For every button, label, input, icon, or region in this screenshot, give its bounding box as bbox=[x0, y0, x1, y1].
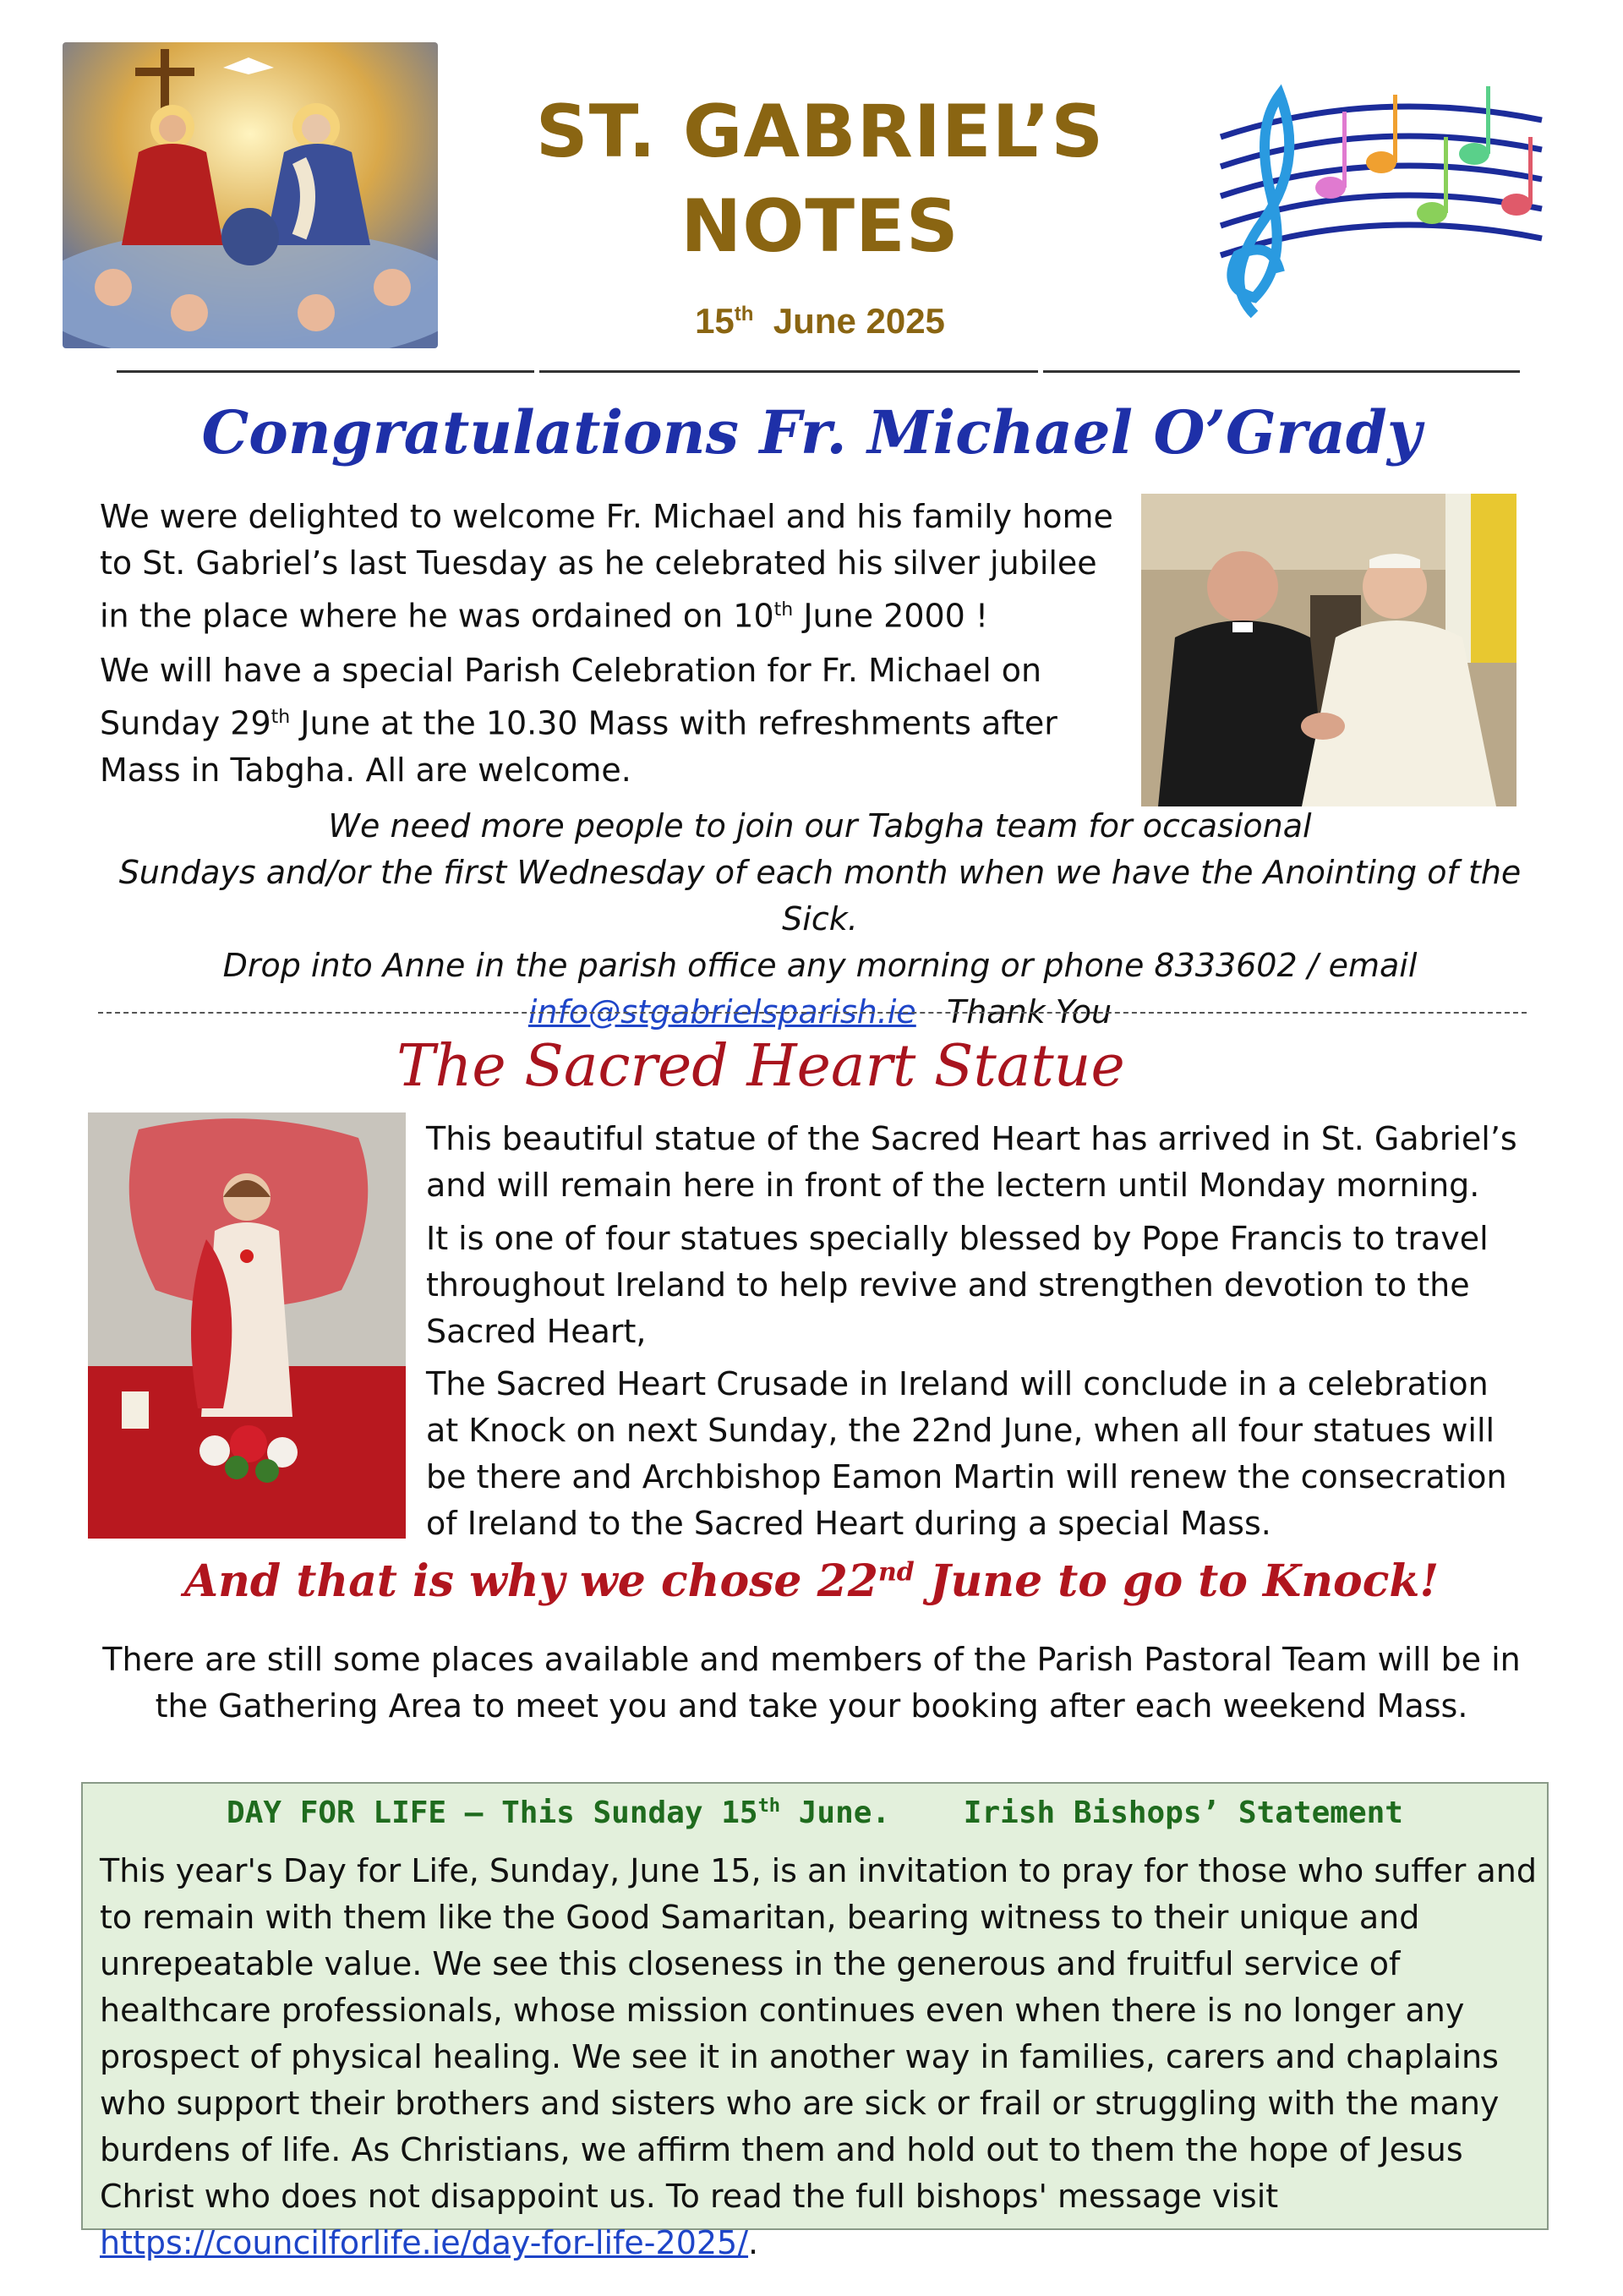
tabgha-line-2: Sundays and/or the first Wednesday of each month when we have the Anointing of the Sick. bbox=[118, 854, 1522, 938]
council-for-life-link[interactable]: https://councilforlife.ie/day-for-life-2025/ bbox=[100, 2224, 749, 2261]
celebration-text: We will have a special Parish Celebration for Fr. Michael on Sunday 29 bbox=[100, 652, 1042, 742]
holy-trinity-image bbox=[63, 42, 438, 348]
life-head-text: DAY FOR LIFE – This Sunday 15 bbox=[227, 1796, 758, 1830]
music-notes-image bbox=[1204, 61, 1552, 340]
parish-email-link[interactable]: info@stgabrielsparish.ie bbox=[527, 993, 916, 1030]
jubilee-text-end: June 2000 ! bbox=[793, 597, 989, 635]
knock-text-end: June to go to Knock! bbox=[914, 1555, 1440, 1607]
day-for-life-body bbox=[100, 1848, 1537, 2266]
date-suffix: th bbox=[734, 303, 754, 325]
tabgha-appeal bbox=[85, 803, 1555, 1036]
header-divider bbox=[117, 370, 1520, 373]
crusade-paragraph: The Sacred Heart Crusade in Ireland will conclude in a celebration at Knock on next Sunday, the 22nd June, when all four statues will be there and Archbishop Eamon Martin will renew the consecration of Ireland to the Sacred Heart during a special Mass. bbox=[426, 1365, 1507, 1542]
life-body-text: This year's Day for Life, Sunday, June 15, is an invitation to pray for those who suffer and to remain with them like the Good Samaritan, bearing witness to their unique and unrepeatable value. We see this closeness in the generous and fruitful service of healthcare professionals, whose mission continues even when there is no longer any prospect of physical healing. We see it in another way in families, carers and chaplains who support their brothers and sisters who are sick or frail or struggling with the many burdens of life. As Christians, we affirm them and hold out to them the hope of Jesus Christ who does not disappoint us. To read the full bishops' message visit bbox=[100, 1852, 1537, 2215]
knock-sup: nd bbox=[877, 1557, 915, 1588]
issue-date bbox=[440, 301, 1200, 342]
life-body-end: . bbox=[748, 2224, 759, 2261]
tabgha-line-3: Drop into Anne in the parish office any morning or phone 8333602 / email bbox=[222, 947, 1418, 984]
sacred-heart-heading: The Sacred Heart Statue bbox=[396, 1033, 1125, 1100]
jubilee-text: We were delighted to welcome Fr. Michael and his family home to St. Gabriel’s last Tuesday as he celebrated his silver jubilee in the place where he was ordained on 10 bbox=[100, 498, 1113, 635]
newsletter-title bbox=[440, 85, 1200, 274]
day-for-life-heading bbox=[81, 1796, 1549, 1830]
knock-booking-paragraph: There are still some places available and members of the Parish Pastoral Team will be in the Gathering Area to meet you and take your booking after each weekend Mass. bbox=[102, 1641, 1521, 1725]
fr-michael-photo bbox=[1141, 494, 1516, 806]
statue-blessed-paragraph: It is one of four statues specially blessed by Pope Francis to travel throughout Ireland to help revive and strengthen devotion to the Sacred Heart, bbox=[426, 1220, 1489, 1350]
celebration-sup: th bbox=[270, 707, 291, 728]
jubilee-paragraph bbox=[100, 494, 1131, 640]
celebration-paragraph bbox=[100, 648, 1131, 794]
celebration-text-end: June at the 10.30 Mass with refreshments after Mass in Tabgha. All are welcome. bbox=[100, 704, 1057, 789]
tabgha-thanks: Thank You bbox=[947, 993, 1112, 1030]
life-head-text-end: June. Irish Bishops’ Statement bbox=[780, 1796, 1403, 1830]
knock-text: And that is why we chose 22 bbox=[183, 1555, 878, 1607]
knock-heading bbox=[85, 1555, 1538, 1607]
tabgha-line-1: We need more people to join our Tabgha team for occasional bbox=[328, 807, 1312, 845]
sacred-heart-statue-photo bbox=[88, 1112, 406, 1539]
date-rest: June 2025 bbox=[773, 301, 945, 341]
jubilee-sup: th bbox=[773, 599, 794, 620]
title-line-1: ST. GABRIEL’S bbox=[535, 90, 1105, 174]
section-divider bbox=[98, 1012, 1527, 1014]
date-day: 15 bbox=[695, 301, 735, 341]
life-head-sup: th bbox=[757, 1796, 781, 1817]
title-line-2: NOTES bbox=[680, 184, 959, 269]
statue-arrival-paragraph: This beautiful statue of the Sacred Heart has arrived in St. Gabriel’s and will remain here in front of the lectern until Monday morning. bbox=[426, 1120, 1517, 1204]
congratulations-heading: Congratulations Fr. Michael O’Grady bbox=[201, 397, 1422, 467]
